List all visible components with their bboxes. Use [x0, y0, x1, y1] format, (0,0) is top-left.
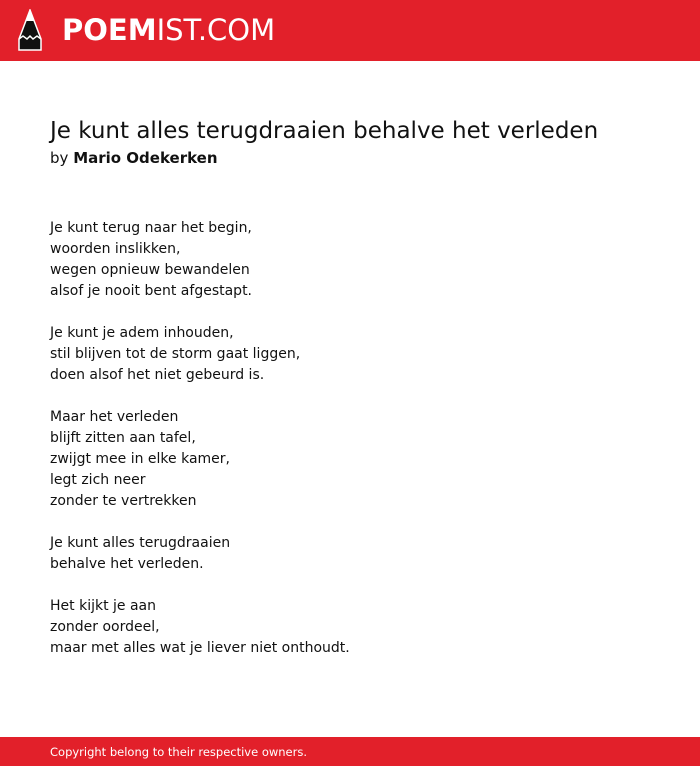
- stanza: [50, 218, 670, 302]
- stanza: [50, 533, 670, 575]
- poem-content: [50, 116, 670, 659]
- poem-line: alsof je nooit bent afgestapt.: [50, 283, 253, 299]
- poem-line: zwijgt mee in elke kamer,: [50, 451, 231, 467]
- poem-line: maar met alles wat je liever niet onthoudt.: [50, 640, 350, 656]
- poem-line: woorden inslikken,: [50, 241, 181, 257]
- logo-bold-text: POEM: [62, 13, 157, 47]
- pencil-tip-icon[interactable]: [17, 9, 43, 51]
- poem-line: legt zich neer: [50, 472, 146, 488]
- poem-line: zonder oordeel,: [50, 619, 160, 635]
- byline: [50, 147, 670, 169]
- poem-line: stil blijven tot de storm gaat liggen,: [50, 346, 301, 362]
- poem-line: Maar het verleden: [50, 409, 179, 425]
- stanza: [50, 407, 670, 512]
- poem-line: zonder te vertrekken: [50, 493, 197, 509]
- poem-line: doen alsof het niet gebeurd is.: [50, 367, 265, 383]
- site-header: [0, 0, 700, 61]
- logo-light-text: IST.COM: [156, 13, 276, 47]
- poem-line: Het kijkt je aan: [50, 598, 156, 614]
- poem-body: [50, 218, 670, 659]
- site-footer: [0, 737, 700, 766]
- poem-line: wegen opnieuw bewandelen: [50, 262, 250, 278]
- by-label: by: [50, 149, 69, 167]
- poem-line: Je kunt terug naar het begin,: [50, 220, 252, 236]
- poem-line: behalve het verleden.: [50, 556, 204, 572]
- stanza: [50, 596, 670, 659]
- poem-title: Je kunt alles terugdraaien behalve het verleden: [50, 118, 599, 144]
- site-logo[interactable]: [62, 11, 275, 49]
- copyright-text: Copyright belong to their respective owners.: [50, 745, 308, 759]
- poem-line: blijft zitten aan tafel,: [50, 430, 196, 446]
- poem-line: Je kunt alles terugdraaien: [50, 535, 231, 551]
- poem-line: Je kunt je adem inhouden,: [50, 325, 234, 341]
- author-name[interactable]: Mario Odekerken: [73, 149, 218, 167]
- stanza: [50, 323, 670, 386]
